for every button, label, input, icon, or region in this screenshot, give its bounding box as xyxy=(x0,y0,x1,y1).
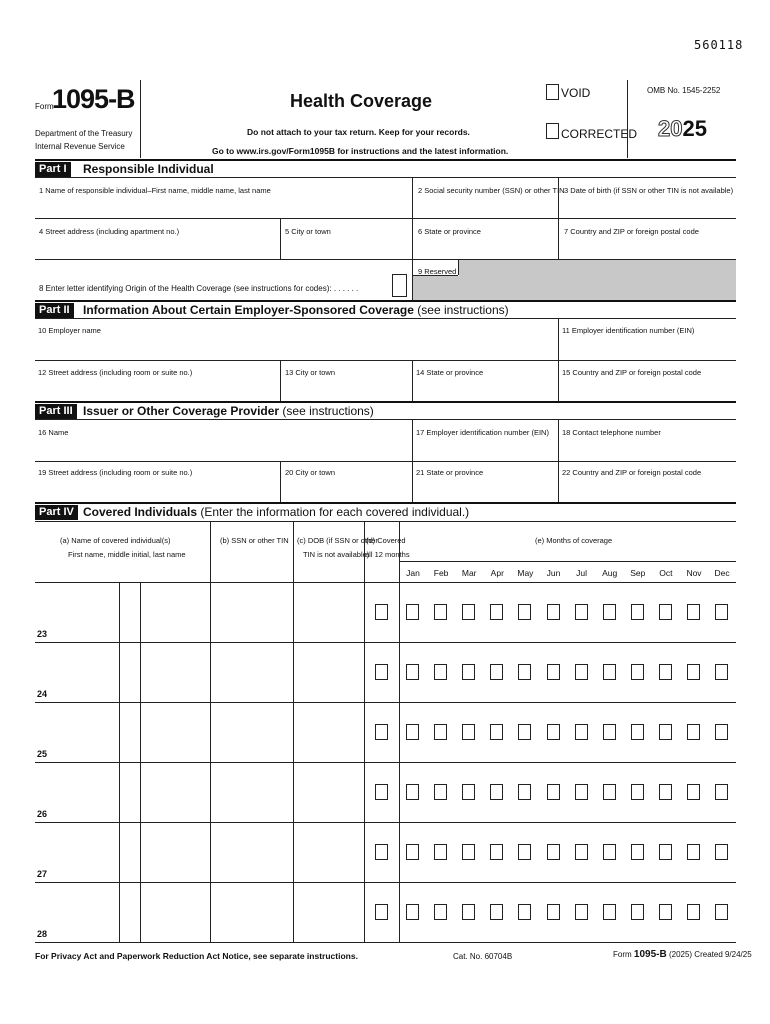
row-number: 23 xyxy=(37,629,48,639)
month-header-dec: Dec xyxy=(714,568,730,578)
p2-r2-div1 xyxy=(280,361,281,401)
footer-form-word: Form xyxy=(613,950,632,959)
tax-year xyxy=(658,116,707,142)
month-checkbox-jan[interactable] xyxy=(406,604,419,620)
month-checkbox-nov[interactable] xyxy=(687,904,700,920)
table-row-rule xyxy=(35,762,736,763)
header-divider-left xyxy=(140,80,141,158)
field7-label: 7 Country and ZIP or foreign postal code xyxy=(564,227,699,236)
month-checkbox-oct[interactable] xyxy=(659,904,672,920)
field4-label: 4 Street address (including apartment no.) xyxy=(39,227,180,236)
month-checkbox-jun[interactable] xyxy=(547,844,560,860)
part1-top-rule xyxy=(35,159,736,161)
month-checkbox-nov[interactable] xyxy=(687,604,700,620)
month-checkbox-may[interactable] xyxy=(518,784,531,800)
month-checkbox-apr[interactable] xyxy=(490,844,503,860)
month-checkbox-may[interactable] xyxy=(518,724,531,740)
table-row-rule xyxy=(35,642,736,643)
month-checkbox-sep[interactable] xyxy=(631,784,644,800)
month-checkbox-apr[interactable] xyxy=(490,724,503,740)
month-header-feb: Feb xyxy=(433,568,449,578)
field22-label: 22 Country and ZIP or foreign postal code xyxy=(562,468,702,477)
month-checkbox-sep[interactable] xyxy=(631,904,644,920)
row-number: 26 xyxy=(37,809,48,819)
month-header-jul: Jul xyxy=(576,568,588,578)
month-checkbox-jun[interactable] xyxy=(547,784,560,800)
part4-label: Part IV xyxy=(35,505,78,520)
month-checkbox-oct[interactable] xyxy=(659,664,672,680)
month-checkbox-feb[interactable] xyxy=(434,904,447,920)
field6-label: 6 State or province xyxy=(418,227,481,236)
p3-rule1 xyxy=(35,461,736,462)
row-number: 25 xyxy=(37,749,48,759)
month-checkbox-mar[interactable] xyxy=(462,724,475,740)
form-page xyxy=(35,0,752,1024)
month-checkbox-jan[interactable] xyxy=(406,724,419,740)
month-checkbox-feb[interactable] xyxy=(434,604,447,620)
part2-top-rule xyxy=(35,300,736,302)
tax-year-outline: 20 xyxy=(658,116,683,141)
field2-label: 2 Social security number (SSN) or other TIN xyxy=(418,186,565,195)
month-checkbox-jun[interactable] xyxy=(547,904,560,920)
month-checkbox-aug[interactable] xyxy=(603,664,616,680)
form-word: Form xyxy=(35,102,54,111)
row-number: 27 xyxy=(37,869,48,879)
table-row-rule xyxy=(35,882,736,883)
month-checkbox-jan[interactable] xyxy=(406,844,419,860)
field16-label: 16 Name xyxy=(38,428,69,437)
month-checkbox-sep[interactable] xyxy=(631,664,644,680)
col-b-header: (b) SSN or other TIN xyxy=(220,536,289,545)
month-checkbox-dec[interactable] xyxy=(715,844,728,860)
month-checkbox-jun[interactable] xyxy=(547,664,560,680)
tax-year-bold: 25 xyxy=(682,116,707,141)
corrected-label: CORRECTED xyxy=(561,127,638,141)
field5-label: 5 City or town xyxy=(285,227,331,236)
covered-all-12-months-checkbox[interactable] xyxy=(375,724,388,740)
month-checkbox-jul[interactable] xyxy=(575,664,588,680)
part3-title xyxy=(83,404,374,419)
table-bottom-rule xyxy=(35,942,736,943)
month-checkbox-oct[interactable] xyxy=(659,604,672,620)
month-checkbox-sep[interactable] xyxy=(631,844,644,860)
p1-r1-div2 xyxy=(558,178,559,218)
p1-rule1 xyxy=(35,218,736,219)
month-checkbox-jan[interactable] xyxy=(406,784,419,800)
col-d-left-line xyxy=(364,522,365,942)
col-a-line1: (a) Name of covered individual(s) xyxy=(60,536,171,545)
p1-r2-div2 xyxy=(412,219,413,259)
dept-line1: Department of the Treasury xyxy=(35,129,133,138)
month-checkbox-may[interactable] xyxy=(518,844,531,860)
part2-title-suffix: (see instructions) xyxy=(417,303,509,317)
form-code: 560118 xyxy=(694,38,744,52)
month-checkbox-apr[interactable] xyxy=(490,904,503,920)
part2-title xyxy=(83,303,509,318)
month-checkbox-jul[interactable] xyxy=(575,784,588,800)
month-header-aug: Aug xyxy=(602,568,618,578)
field20-label: 20 City or town xyxy=(285,468,336,477)
col-e-header: (e) Months of coverage xyxy=(535,536,613,545)
month-checkbox-aug[interactable] xyxy=(603,784,616,800)
p1-r2-div1 xyxy=(280,219,281,259)
part3-title-suffix: (see instructions) xyxy=(282,404,374,418)
part3-title-main: Issuer or Other Coverage Provider xyxy=(83,404,280,418)
month-checkbox-aug[interactable] xyxy=(603,604,616,620)
footer-form xyxy=(613,950,752,960)
part2-label: Part II xyxy=(35,303,74,318)
field17-label: 17 Employer identification number (EIN) xyxy=(416,428,549,437)
month-header-sep: Sep xyxy=(630,568,646,578)
part1-title-rule xyxy=(35,177,736,178)
month-checkbox-apr[interactable] xyxy=(490,664,503,680)
field13-label: 13 City or town xyxy=(285,368,336,377)
part1-title: Responsible Individual xyxy=(83,162,214,176)
dept-line2: Internal Revenue Service xyxy=(35,142,125,151)
field18-label: 18 Contact telephone number xyxy=(562,428,661,437)
table-row-rule xyxy=(35,822,736,823)
part4-title-suffix: (Enter the information for each covered individual.) xyxy=(200,505,470,519)
header-divider-right xyxy=(627,80,628,158)
col-b-left-line xyxy=(210,522,211,942)
covered-all-12-months-checkbox[interactable] xyxy=(375,784,388,800)
month-checkbox-nov[interactable] xyxy=(687,724,700,740)
p3-r1-div2 xyxy=(558,420,559,461)
col-c-line2: TIN is not available) xyxy=(303,550,370,559)
month-checkbox-oct[interactable] xyxy=(659,784,672,800)
field8-origin-box[interactable] xyxy=(392,274,407,297)
p2-rule1 xyxy=(35,360,736,361)
month-checkbox-feb[interactable] xyxy=(434,784,447,800)
month-header-oct: Oct xyxy=(659,568,673,578)
form-title: Health Coverage xyxy=(290,91,433,111)
month-checkbox-jun[interactable] xyxy=(547,724,560,740)
p3-r2-div3 xyxy=(558,462,559,502)
form-number: 1095-B xyxy=(52,84,135,114)
month-checkbox-mar[interactable] xyxy=(462,784,475,800)
p2-r2-div3 xyxy=(558,361,559,401)
months-header-rule xyxy=(399,561,736,562)
month-checkbox-sep[interactable] xyxy=(631,724,644,740)
cat-number: Cat. No. 60704B xyxy=(453,952,513,961)
field9-reserved-shade xyxy=(459,260,736,300)
p2-r1-div xyxy=(558,319,559,360)
table-row-rule xyxy=(35,582,736,583)
field9-label: 9 Reserved xyxy=(418,267,457,276)
col-e-left-line xyxy=(399,522,400,942)
corrected-checkbox[interactable] xyxy=(546,123,559,139)
col-c-line1: (c) DOB (if SSN or other xyxy=(297,536,378,545)
field1-label: 1 Name of responsible individual–First name, middle name, last name xyxy=(39,186,271,195)
footer-created: (2025) Created 9/24/25 xyxy=(668,950,752,959)
month-checkbox-may[interactable] xyxy=(518,604,531,620)
month-checkbox-nov[interactable] xyxy=(687,784,700,800)
month-checkbox-sep[interactable] xyxy=(631,604,644,620)
instruction-line2: Go to www.irs.gov/Form1095B for instructions and the latest information. xyxy=(212,146,509,156)
part3-title-rule xyxy=(35,419,736,420)
month-checkbox-oct[interactable] xyxy=(659,844,672,860)
month-checkbox-feb[interactable] xyxy=(434,844,447,860)
month-checkbox-apr[interactable] xyxy=(490,604,503,620)
part2-title-main: Information About Certain Employer-Sponsored Coverage xyxy=(83,303,414,317)
month-header-may: May xyxy=(517,568,534,578)
p1-r1-div1 xyxy=(412,178,413,218)
field3-label: 3 Date of birth (if SSN or other TIN is not available) xyxy=(564,186,734,195)
month-checkbox-feb[interactable] xyxy=(434,664,447,680)
month-checkbox-apr[interactable] xyxy=(490,784,503,800)
col-d-line1: (d) Covered xyxy=(366,536,406,545)
void-checkbox[interactable] xyxy=(546,84,559,100)
month-header-nov: Nov xyxy=(686,568,702,578)
month-checkbox-dec[interactable] xyxy=(715,904,728,920)
month-checkbox-aug[interactable] xyxy=(603,904,616,920)
row-number: 28 xyxy=(37,929,48,939)
month-checkbox-jul[interactable] xyxy=(575,724,588,740)
p1-r2-div3 xyxy=(558,219,559,259)
part1-label: Part I xyxy=(35,162,71,177)
col-d-line2: all 12 months xyxy=(365,550,410,559)
footer-form-number: 1095-B xyxy=(633,949,667,960)
month-checkbox-jul[interactable] xyxy=(575,604,588,620)
month-header-jun: Jun xyxy=(546,568,561,578)
p2-r2-div2 xyxy=(412,361,413,401)
month-checkbox-mar[interactable] xyxy=(462,664,475,680)
month-checkbox-may[interactable] xyxy=(518,904,531,920)
field10-label: 10 Employer name xyxy=(38,326,101,335)
month-checkbox-jan[interactable] xyxy=(406,904,419,920)
field21-label: 21 State or province xyxy=(416,468,484,477)
part3-label: Part III xyxy=(35,404,77,419)
month-checkbox-aug[interactable] xyxy=(603,844,616,860)
month-checkbox-mar[interactable] xyxy=(462,844,475,860)
omb-number: OMB No. 1545-2252 xyxy=(647,86,721,95)
month-checkbox-dec[interactable] xyxy=(715,724,728,740)
p3-r2-div1 xyxy=(280,462,281,502)
month-checkbox-nov[interactable] xyxy=(687,844,700,860)
month-checkbox-jul[interactable] xyxy=(575,844,588,860)
month-checkbox-jan[interactable] xyxy=(406,664,419,680)
part4-title xyxy=(83,505,469,520)
month-checkbox-jul[interactable] xyxy=(575,904,588,920)
month-checkbox-mar[interactable] xyxy=(462,904,475,920)
field11-label: 11 Employer identification number (EIN) xyxy=(562,326,695,335)
month-checkbox-dec[interactable] xyxy=(715,604,728,620)
col-a-line2: First name, middle initial, last name xyxy=(68,550,186,559)
col-c-left-line xyxy=(293,522,294,942)
month-checkbox-aug[interactable] xyxy=(603,724,616,740)
field12-label: 12 Street address (including room or suite no.) xyxy=(38,368,193,377)
table-row-rule xyxy=(35,702,736,703)
month-checkbox-feb[interactable] xyxy=(434,724,447,740)
field9-reserved-shade-low xyxy=(413,276,459,300)
field8-label: 8 Enter letter identifying Origin of the Health Coverage (see instructions for codes): . . . . . . xyxy=(39,284,359,293)
covered-all-12-months-checkbox[interactable] xyxy=(375,904,388,920)
covered-all-12-months-checkbox[interactable] xyxy=(375,664,388,680)
privacy-notice: For Privacy Act and Paperwork Reduction Act Notice, see separate instructions. xyxy=(35,951,358,961)
month-checkbox-jun[interactable] xyxy=(547,604,560,620)
field19-label: 19 Street address (including room or suite no.) xyxy=(38,468,193,477)
covered-all-12-months-checkbox[interactable] xyxy=(375,844,388,860)
covered-all-12-months-checkbox[interactable] xyxy=(375,604,388,620)
field14-label: 14 State or province xyxy=(416,368,484,377)
month-checkbox-may[interactable] xyxy=(518,664,531,680)
part2-title-rule xyxy=(35,318,736,319)
p3-r2-div2 xyxy=(412,462,413,502)
month-checkbox-nov[interactable] xyxy=(687,664,700,680)
part3-top-rule xyxy=(35,401,736,403)
month-header-mar: Mar xyxy=(461,568,477,578)
part4-title-rule xyxy=(35,521,736,522)
month-header-apr: Apr xyxy=(490,568,504,578)
part4-top-rule xyxy=(35,502,736,504)
instruction-line1: Do not attach to your tax return. Keep for your records. xyxy=(247,127,470,137)
p3-r1-div1 xyxy=(412,420,413,461)
row-number: 24 xyxy=(37,689,48,699)
month-checkbox-mar[interactable] xyxy=(462,604,475,620)
month-header-jan: Jan xyxy=(406,568,420,578)
void-label: VOID xyxy=(561,86,591,100)
month-checkbox-dec[interactable] xyxy=(715,664,728,680)
field15-label: 15 Country and ZIP or foreign postal code xyxy=(562,368,702,377)
month-checkbox-dec[interactable] xyxy=(715,784,728,800)
part4-title-main: Covered Individuals xyxy=(83,505,198,519)
month-checkbox-oct[interactable] xyxy=(659,724,672,740)
